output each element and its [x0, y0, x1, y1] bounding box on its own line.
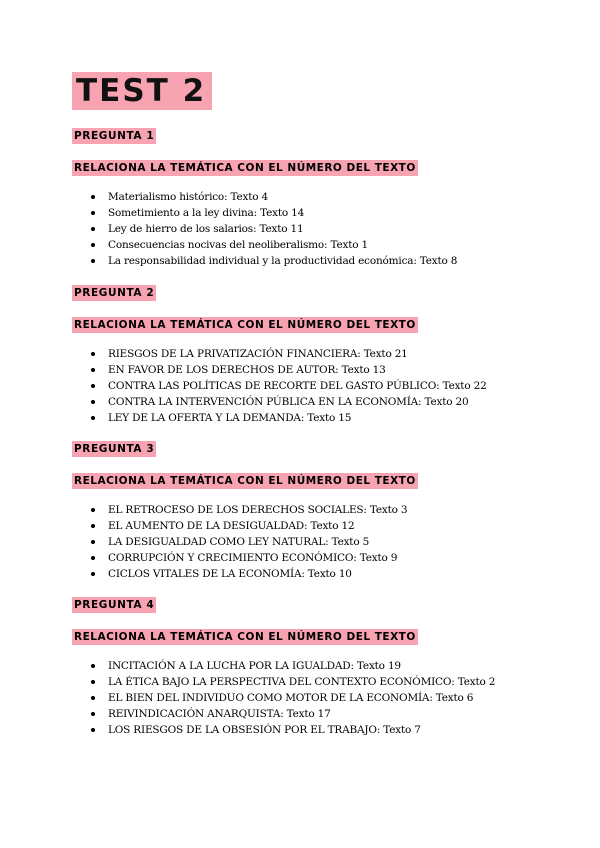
list-item: Consecuencias nocivas del neoliberalismo: Texto 1 — [90, 237, 457, 253]
list-item: LOS RIESGOS DE LA OBSESIÓN POR EL TRABAJO: Texto 7 — [90, 722, 495, 738]
list-item: INCITACIÓN A LA LUCHA POR LA IGUALDAD: Texto 19 — [90, 658, 495, 674]
list-item: Sometimiento a la ley divina: Texto 14 — [90, 205, 457, 221]
list-item: RIESGOS DE LA PRIVATIZACIÓN FINANCIERA: Texto 21 — [90, 346, 487, 362]
question-instruction: RELACIONA LA TEMÁTICA CON EL NÚMERO DEL TEXTO — [74, 631, 416, 643]
question-instruction: RELACIONA LA TEMÁTICA CON EL NÚMERO DEL TEXTO — [74, 319, 416, 331]
list-item: EL BIEN DEL INDIVIDUO COMO MOTOR DE LA ECONOMÍA: Texto 6 — [90, 690, 495, 706]
answer-list — [90, 658, 495, 738]
list-item: Materialismo histórico: Texto 4 — [90, 189, 457, 205]
question-label: PREGUNTA 4 — [74, 599, 155, 611]
question-label: PREGUNTA 2 — [74, 287, 155, 299]
list-item: CICLOS VITALES DE LA ECONOMÍA: Texto 10 — [90, 566, 407, 582]
answer-list — [90, 189, 457, 269]
list-item: EN FAVOR DE LOS DERECHOS DE AUTOR: Texto 13 — [90, 362, 487, 378]
list-item: EL AUMENTO DE LA DESIGUALDAD: Texto 12 — [90, 518, 407, 534]
question-instruction: RELACIONA LA TEMÁTICA CON EL NÚMERO DEL TEXTO — [74, 475, 416, 487]
answer-list — [90, 346, 487, 426]
list-item: EL RETROCESO DE LOS DERECHOS SOCIALES: Texto 3 — [90, 502, 407, 518]
list-item: REIVINDICACIÓN ANARQUISTA: Texto 17 — [90, 706, 495, 722]
list-item: LA ÉTICA BAJO LA PERSPECTIVA DEL CONTEXTO ECONÓMICO: Texto 2 — [90, 674, 495, 690]
list-item: CONTRA LAS POLÍTICAS DE RECORTE DEL GASTO PÚBLICO: Texto 22 — [90, 378, 487, 394]
list-item: La responsabilidad individual y la productividad económica: Texto 8 — [90, 253, 457, 269]
page-title: TEST 2 — [72, 72, 212, 110]
list-item: LA DESIGUALDAD COMO LEY NATURAL: Texto 5 — [90, 534, 407, 550]
question-label: PREGUNTA 3 — [74, 443, 155, 455]
question-label: PREGUNTA 1 — [74, 130, 155, 142]
answer-list — [90, 502, 407, 582]
list-item: Ley de hierro de los salarios: Texto 11 — [90, 221, 457, 237]
list-item: LEY DE LA OFERTA Y LA DEMANDA: Texto 15 — [90, 410, 487, 426]
question-instruction: RELACIONA LA TEMÁTICA CON EL NÚMERO DEL TEXTO — [74, 162, 416, 174]
list-item: CONTRA LA INTERVENCIÓN PÚBLICA EN LA ECONOMÍA: Texto 20 — [90, 394, 487, 410]
list-item: CORRUPCIÓN Y CRECIMIENTO ECONÓMICO: Texto 9 — [90, 550, 407, 566]
